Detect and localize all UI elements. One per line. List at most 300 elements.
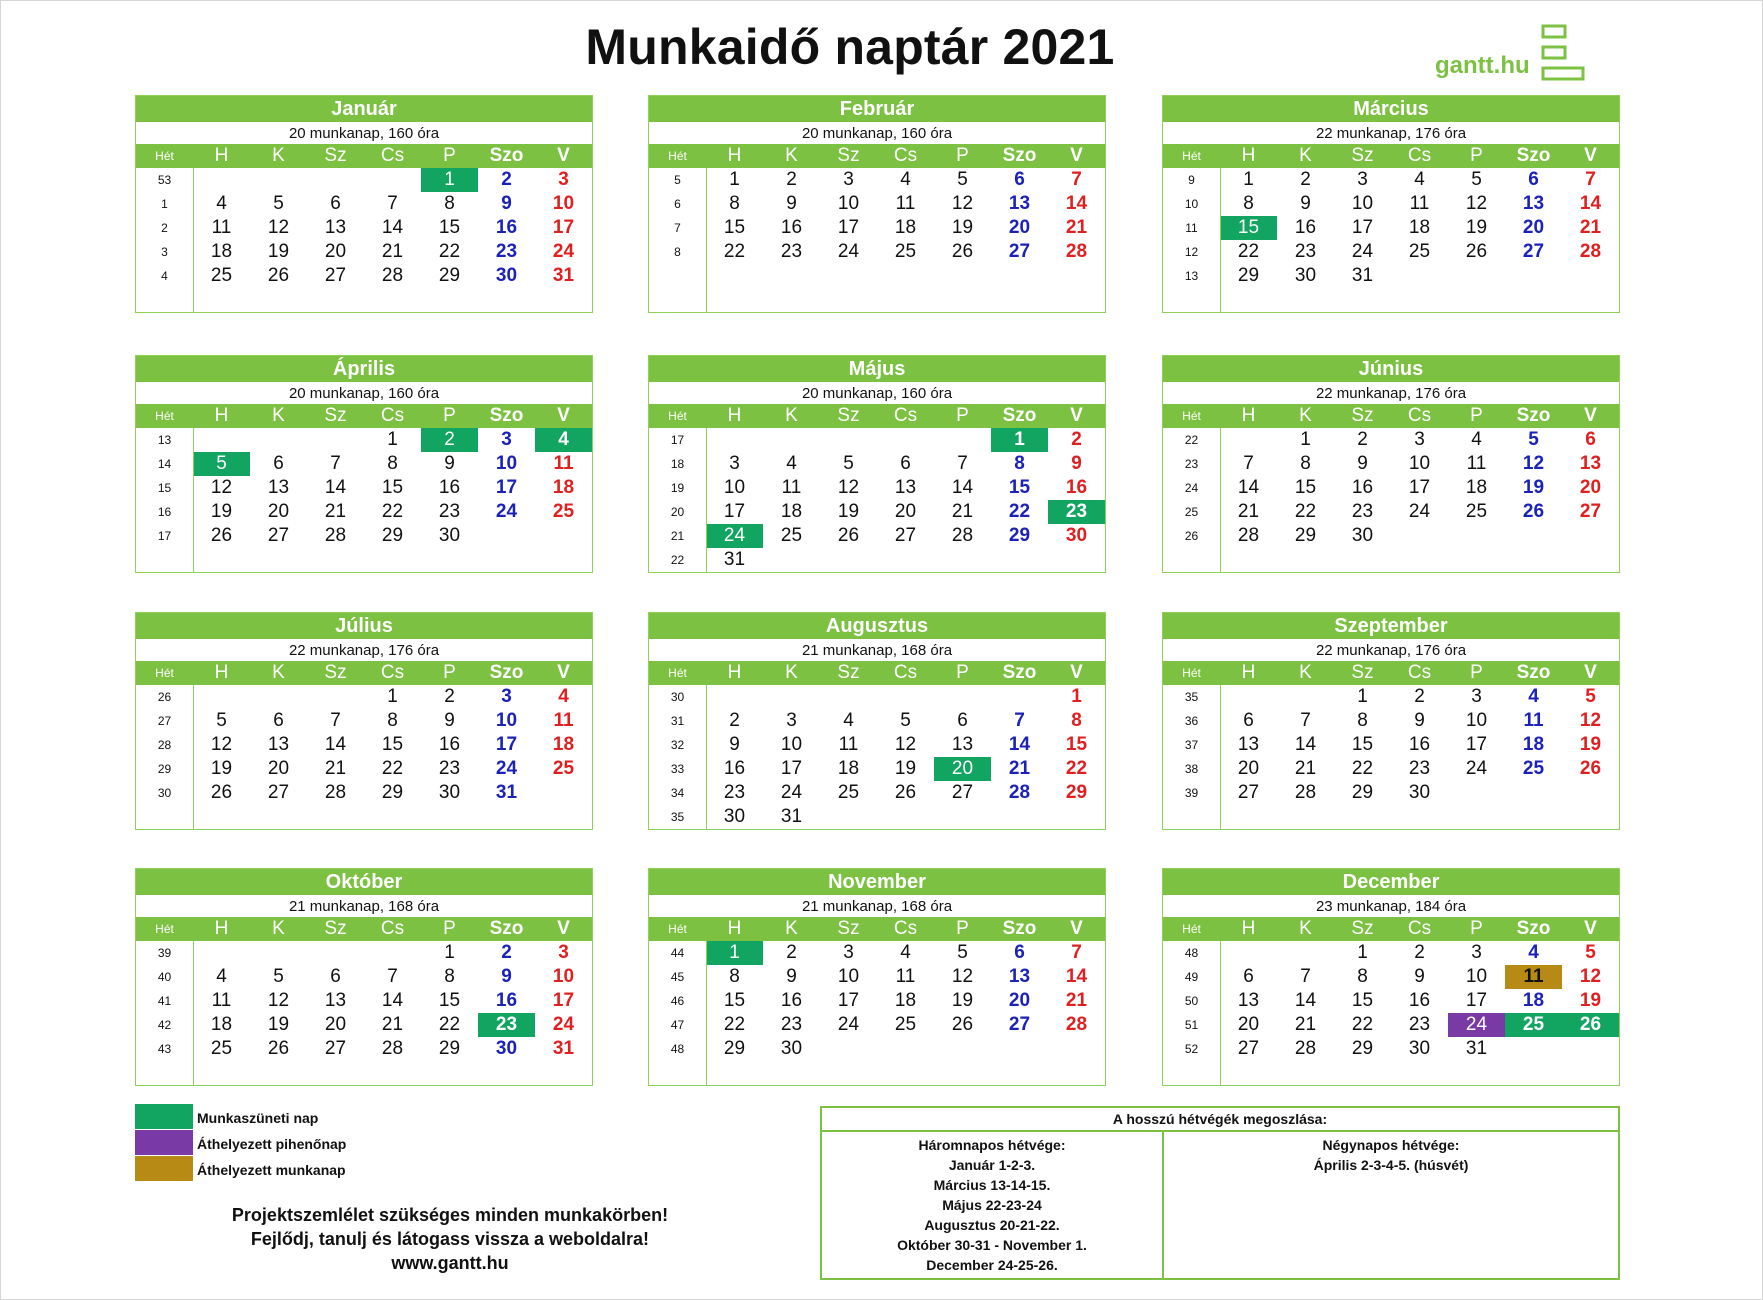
day-cell: 23: [478, 1013, 535, 1037]
day-cell: 8: [444, 193, 455, 214]
day-cell: 28: [324, 525, 347, 546]
week-number: 17: [157, 529, 172, 543]
empty-cell: [1562, 524, 1619, 548]
day-cell: 3: [501, 429, 512, 450]
day-cell: 1: [706, 941, 763, 965]
week-row: [1163, 685, 1619, 709]
day-cell: 6: [330, 966, 341, 987]
day-cell: 27: [324, 1038, 347, 1059]
empty-cell: [1562, 781, 1619, 805]
month-summary: 21 munkanap, 168 óra: [801, 642, 953, 659]
empty-cell: [991, 1037, 1048, 1061]
empty-cell: [250, 168, 307, 192]
week-number: 52: [1184, 1042, 1199, 1056]
day-cell: 7: [957, 453, 968, 474]
day-cell: 24: [495, 758, 518, 779]
empty-cell: [1048, 548, 1105, 572]
day-cell: 29: [1351, 1038, 1374, 1059]
day-cell: 2: [1071, 429, 1082, 450]
day-cell: 1: [444, 942, 455, 963]
week-row: [1163, 1037, 1619, 1061]
day-cell: 6: [273, 710, 284, 731]
week-separator: [193, 168, 194, 312]
empty-cell: [1220, 428, 1277, 452]
day-cell: 25: [552, 758, 575, 779]
empty-cell: [1220, 685, 1277, 709]
week-number: 37: [1184, 738, 1199, 752]
day-cell: 25: [894, 241, 917, 262]
day-cell: 5: [1585, 686, 1596, 707]
week-row: [1163, 941, 1619, 965]
day-cell: 19: [267, 241, 290, 262]
month-name: Május: [649, 356, 1105, 382]
day-cell: 23: [1048, 500, 1105, 524]
day-cell: 18: [1408, 217, 1431, 238]
weekday-header: [649, 404, 1105, 428]
weekday-thu: Cs: [1407, 145, 1432, 166]
long-weekends-table: [820, 1106, 1620, 1280]
week-number: 48: [670, 1042, 685, 1056]
day-cell: 8: [1357, 710, 1368, 731]
weekday-sun: V: [1070, 662, 1083, 683]
week-number: 3: [161, 245, 168, 259]
day-cell: 21: [1294, 1014, 1317, 1035]
weekday-mon: H: [214, 145, 229, 166]
day-cell: 1: [1071, 686, 1082, 707]
weekday-tue: K: [785, 405, 798, 426]
weekday-header: [136, 661, 592, 685]
month-name: Április: [136, 356, 592, 382]
day-cell: 30: [438, 525, 461, 546]
empty-cell: [820, 805, 877, 829]
day-cell: 18: [210, 1014, 233, 1035]
day-cell: 16: [495, 217, 518, 238]
day-cell: 14: [1579, 193, 1602, 214]
month-name: Szeptember: [1163, 613, 1619, 639]
weekday-sat: Szo: [1516, 145, 1551, 166]
weekday-mon: H: [727, 918, 742, 939]
day-cell: 17: [495, 734, 518, 755]
day-cell: 3: [1414, 429, 1425, 450]
week-separator: [1220, 168, 1221, 312]
day-cell: 31: [1465, 1038, 1488, 1059]
day-cell: 2: [786, 942, 797, 963]
day-cell: 28: [1008, 782, 1031, 803]
long-weekends-title: A hosszú hétvégék megoszlása:: [822, 1108, 1618, 1132]
week-row: [649, 216, 1105, 240]
week-number: 6: [674, 197, 681, 211]
day-cell: 5: [193, 452, 250, 476]
day-cell: 17: [495, 477, 518, 498]
week-number: 53: [157, 173, 172, 187]
week-number: 28: [157, 738, 172, 752]
week-column-header: Hét: [1182, 409, 1201, 423]
week-row: [649, 500, 1105, 524]
weekday-sun: V: [557, 918, 570, 939]
week-number: 17: [670, 433, 685, 447]
week-row: [1163, 216, 1619, 240]
day-cell: 4: [1528, 942, 1539, 963]
weekday-fri: P: [956, 918, 969, 939]
month-days: [1163, 168, 1619, 312]
weekday-sun: V: [557, 405, 570, 426]
day-cell: 15: [1294, 477, 1317, 498]
month-name: Október: [136, 869, 592, 895]
day-cell: 15: [381, 734, 404, 755]
week-row: [136, 965, 592, 989]
empty-cell: [1505, 781, 1562, 805]
week-separator: [193, 685, 194, 829]
day-cell: 14: [1294, 990, 1317, 1011]
day-cell: 28: [1579, 241, 1602, 262]
day-cell: 18: [1522, 734, 1545, 755]
week-row: [649, 168, 1105, 192]
weekday-mon: H: [727, 145, 742, 166]
weekday-wed: Sz: [1351, 405, 1374, 426]
week-number: 43: [157, 1042, 172, 1056]
week-row: [136, 709, 592, 733]
weekday-fri: P: [443, 405, 456, 426]
weekday-thu: Cs: [893, 145, 918, 166]
day-cell: 31: [552, 1038, 575, 1059]
day-cell: 15: [1351, 990, 1374, 1011]
day-cell: 15: [1065, 734, 1088, 755]
week-row: [136, 941, 592, 965]
day-cell: 30: [1065, 525, 1088, 546]
week-number: 22: [670, 553, 685, 567]
four-day-item: Április 2-3-4-5. (húsvét): [1313, 1157, 1469, 1173]
month-block: [135, 355, 593, 573]
weekday-fri: P: [443, 662, 456, 683]
day-cell: 12: [1579, 710, 1602, 731]
month-block: [135, 868, 593, 1086]
week-column-header: Hét: [1182, 922, 1201, 936]
week-column-header: Hét: [668, 409, 687, 423]
week-row: [1163, 524, 1619, 548]
month-days: [136, 941, 592, 1085]
week-row: [136, 524, 592, 548]
weekday-fri: P: [443, 918, 456, 939]
empty-cell: [991, 548, 1048, 572]
day-cell: 13: [1237, 990, 1260, 1011]
week-number: 18: [670, 457, 685, 471]
day-cell: 5: [1585, 942, 1596, 963]
month-block: [135, 95, 593, 313]
day-cell: 28: [381, 265, 404, 286]
empty-cell: [934, 428, 991, 452]
empty-cell: [1448, 264, 1505, 288]
week-row: [649, 805, 1105, 829]
weekday-tue: K: [785, 662, 798, 683]
day-cell: 8: [1357, 966, 1368, 987]
weekday-sun: V: [1070, 145, 1083, 166]
day-cell: 23: [1351, 501, 1374, 522]
day-cell: 3: [1471, 686, 1482, 707]
day-cell: 18: [780, 501, 803, 522]
day-cell: 22: [1351, 1014, 1374, 1035]
day-cell: 25: [552, 501, 575, 522]
day-cell: 14: [1065, 193, 1088, 214]
weekday-sun: V: [1070, 405, 1083, 426]
day-cell: 4: [1528, 686, 1539, 707]
week-number: 1: [161, 197, 168, 211]
empty-cell: [877, 1037, 934, 1061]
week-row: [649, 524, 1105, 548]
day-cell: 20: [267, 501, 290, 522]
week-number: 14: [157, 457, 172, 471]
day-cell: 6: [957, 710, 968, 731]
day-cell: 6: [330, 193, 341, 214]
day-cell: 26: [1522, 501, 1545, 522]
month-days: [649, 168, 1105, 312]
week-row: [649, 685, 1105, 709]
day-cell: 4: [1414, 169, 1425, 190]
weekday-sat: Szo: [1516, 405, 1551, 426]
week-number: 29: [157, 762, 172, 776]
day-cell: 9: [729, 734, 740, 755]
day-cell: 10: [1408, 453, 1431, 474]
promo-text: [170, 1203, 730, 1275]
weekday-tue: K: [785, 918, 798, 939]
weekday-fri: P: [956, 405, 969, 426]
empty-cell: [934, 805, 991, 829]
week-number: 41: [157, 994, 172, 1008]
month-block: [1162, 868, 1620, 1086]
day-cell: 15: [723, 217, 746, 238]
month-summary: 22 munkanap, 176 óra: [1315, 385, 1467, 402]
day-cell: 20: [1579, 477, 1602, 498]
weekday-thu: Cs: [380, 405, 405, 426]
day-cell: 13: [951, 734, 974, 755]
day-cell: 8: [1243, 193, 1254, 214]
weekday-sun: V: [557, 145, 570, 166]
day-cell: 23: [723, 782, 746, 803]
day-cell: 7: [1300, 966, 1311, 987]
day-cell: 5: [273, 193, 284, 214]
three-day-item: Augusztus 20-21-22.: [924, 1217, 1060, 1233]
day-cell: 10: [1465, 966, 1488, 987]
day-cell: 13: [324, 217, 347, 238]
weekday-tue: K: [272, 405, 285, 426]
month-name: Március: [1163, 96, 1619, 122]
day-cell: 12: [951, 966, 974, 987]
day-cell: 3: [558, 169, 569, 190]
week-separator: [193, 941, 194, 1085]
day-cell: 19: [951, 217, 974, 238]
day-cell: 24: [1465, 758, 1488, 779]
day-cell: 10: [837, 193, 860, 214]
weekday-fri: P: [443, 145, 456, 166]
promo-link[interactable]: www.gantt.hu: [391, 1253, 509, 1273]
week-row: [1163, 1013, 1619, 1037]
day-cell: 22: [1065, 758, 1088, 779]
day-cell: 30: [723, 806, 746, 827]
empty-cell: [1505, 1037, 1562, 1061]
week-number: 8: [674, 245, 681, 259]
day-cell: 10: [1351, 193, 1374, 214]
week-separator: [706, 168, 707, 312]
week-row: [136, 264, 592, 288]
day-cell: 4: [535, 428, 592, 452]
week-number: 10: [1184, 197, 1199, 211]
month-days: [649, 428, 1105, 572]
empty-cell: [991, 805, 1048, 829]
day-cell: 8: [387, 453, 398, 474]
day-cell: 16: [1294, 217, 1317, 238]
week-number: 35: [1184, 690, 1199, 704]
four-day-heading: Négynapos hétvége:: [1322, 1137, 1460, 1153]
day-cell: 4: [786, 453, 797, 474]
day-cell: 29: [381, 782, 404, 803]
week-separator: [706, 685, 707, 829]
week-row: [136, 500, 592, 524]
week-row: [136, 781, 592, 805]
day-cell: 20: [1237, 1014, 1260, 1035]
week-row: [136, 1037, 592, 1061]
week-row: [1163, 733, 1619, 757]
day-cell: 5: [957, 169, 968, 190]
weekday-thu: Cs: [893, 918, 918, 939]
day-cell: 25: [837, 782, 860, 803]
day-cell: 26: [951, 241, 974, 262]
week-row: [1163, 428, 1619, 452]
weekday-sat: Szo: [489, 145, 524, 166]
day-cell: 20: [267, 758, 290, 779]
month-days: [1163, 428, 1619, 572]
day-cell: 8: [444, 966, 455, 987]
day-cell: 22: [1294, 501, 1317, 522]
week-separator: [1220, 941, 1221, 1085]
empty-cell: [877, 428, 934, 452]
week-number: 11: [1185, 221, 1198, 235]
empty-cell: [307, 941, 364, 965]
weekday-sun: V: [1584, 662, 1597, 683]
week-number: 5: [674, 173, 681, 187]
day-cell: 17: [1408, 477, 1431, 498]
day-cell: 15: [1220, 216, 1277, 240]
week-number: 12: [1184, 245, 1199, 259]
weekday-header: [1163, 144, 1619, 168]
week-number: 25: [1184, 505, 1199, 519]
weekday-fri: P: [956, 662, 969, 683]
day-cell: 11: [1505, 965, 1562, 989]
day-cell: 9: [1414, 966, 1425, 987]
day-cell: 23: [495, 241, 518, 262]
day-cell: 31: [552, 265, 575, 286]
day-cell: 18: [210, 241, 233, 262]
week-number: 20: [670, 505, 685, 519]
day-cell: 29: [381, 525, 404, 546]
day-cell: 20: [1522, 217, 1545, 238]
day-cell: 31: [723, 549, 746, 570]
day-cell: 3: [1357, 169, 1368, 190]
day-cell: 19: [1522, 477, 1545, 498]
weekday-mon: H: [727, 405, 742, 426]
empty-cell: [250, 685, 307, 709]
empty-cell: [1277, 685, 1334, 709]
week-row: [1163, 192, 1619, 216]
day-cell: 19: [894, 758, 917, 779]
weekday-tue: K: [1299, 145, 1312, 166]
day-cell: 15: [438, 217, 461, 238]
day-cell: 4: [216, 966, 227, 987]
weekday-wed: Sz: [1351, 918, 1374, 939]
day-cell: 20: [1008, 990, 1031, 1011]
week-number: 27: [157, 714, 172, 728]
empty-cell: [307, 685, 364, 709]
week-number: 31: [670, 714, 685, 728]
week-number: 35: [670, 810, 685, 824]
day-cell: 14: [1065, 966, 1088, 987]
empty-cell: [934, 685, 991, 709]
weekday-mon: H: [1241, 145, 1256, 166]
day-cell: 7: [330, 453, 341, 474]
weekday-wed: Sz: [324, 145, 347, 166]
empty-cell: [364, 941, 421, 965]
month-days: [649, 941, 1105, 1085]
month-name: Február: [649, 96, 1105, 122]
week-number: 26: [1184, 529, 1199, 543]
gantt-logo-icon: [1539, 24, 1587, 82]
day-cell: 6: [1585, 429, 1596, 450]
weekday-sat: Szo: [1002, 145, 1037, 166]
logo-text[interactable]: gantt.hu: [1435, 52, 1530, 79]
empty-cell: [193, 685, 250, 709]
day-cell: 2: [421, 428, 478, 452]
month-summary: 20 munkanap, 160 óra: [801, 125, 953, 142]
empty-cell: [1562, 1037, 1619, 1061]
three-day-item: Október 30-31 - November 1.: [897, 1237, 1087, 1253]
week-row: [1163, 757, 1619, 781]
weekday-tue: K: [272, 145, 285, 166]
day-cell: 20: [894, 501, 917, 522]
day-cell: 13: [894, 477, 917, 498]
week-row: [1163, 709, 1619, 733]
day-cell: 13: [267, 734, 290, 755]
day-cell: 24: [495, 501, 518, 522]
day-cell: 19: [1465, 217, 1488, 238]
week-row: [649, 989, 1105, 1013]
day-cell: 18: [837, 758, 860, 779]
month-name: Augusztus: [649, 613, 1105, 639]
day-cell: 27: [1237, 782, 1260, 803]
day-cell: 3: [729, 453, 740, 474]
day-cell: 30: [438, 782, 461, 803]
day-cell: 29: [1237, 265, 1260, 286]
day-cell: 23: [1294, 241, 1317, 262]
day-cell: 17: [837, 990, 860, 1011]
day-cell: 21: [381, 1014, 404, 1035]
month-name: Június: [1163, 356, 1619, 382]
month-summary: 21 munkanap, 168 óra: [801, 898, 953, 915]
day-cell: 8: [729, 966, 740, 987]
day-cell: 3: [843, 942, 854, 963]
weekday-sat: Szo: [489, 405, 524, 426]
weekday-thu: Cs: [893, 405, 918, 426]
day-cell: 14: [324, 477, 347, 498]
weekday-mon: H: [1241, 405, 1256, 426]
week-row: [649, 941, 1105, 965]
week-column-header: Hét: [1182, 666, 1201, 680]
day-cell: 12: [210, 734, 233, 755]
month-block: [648, 355, 1106, 573]
empty-cell: [193, 941, 250, 965]
weekday-wed: Sz: [324, 662, 347, 683]
month-summary: 20 munkanap, 160 óra: [288, 125, 440, 142]
empty-cell: [307, 168, 364, 192]
month-block: [648, 612, 1106, 830]
four-day-weekends: [1164, 1132, 1618, 1278]
